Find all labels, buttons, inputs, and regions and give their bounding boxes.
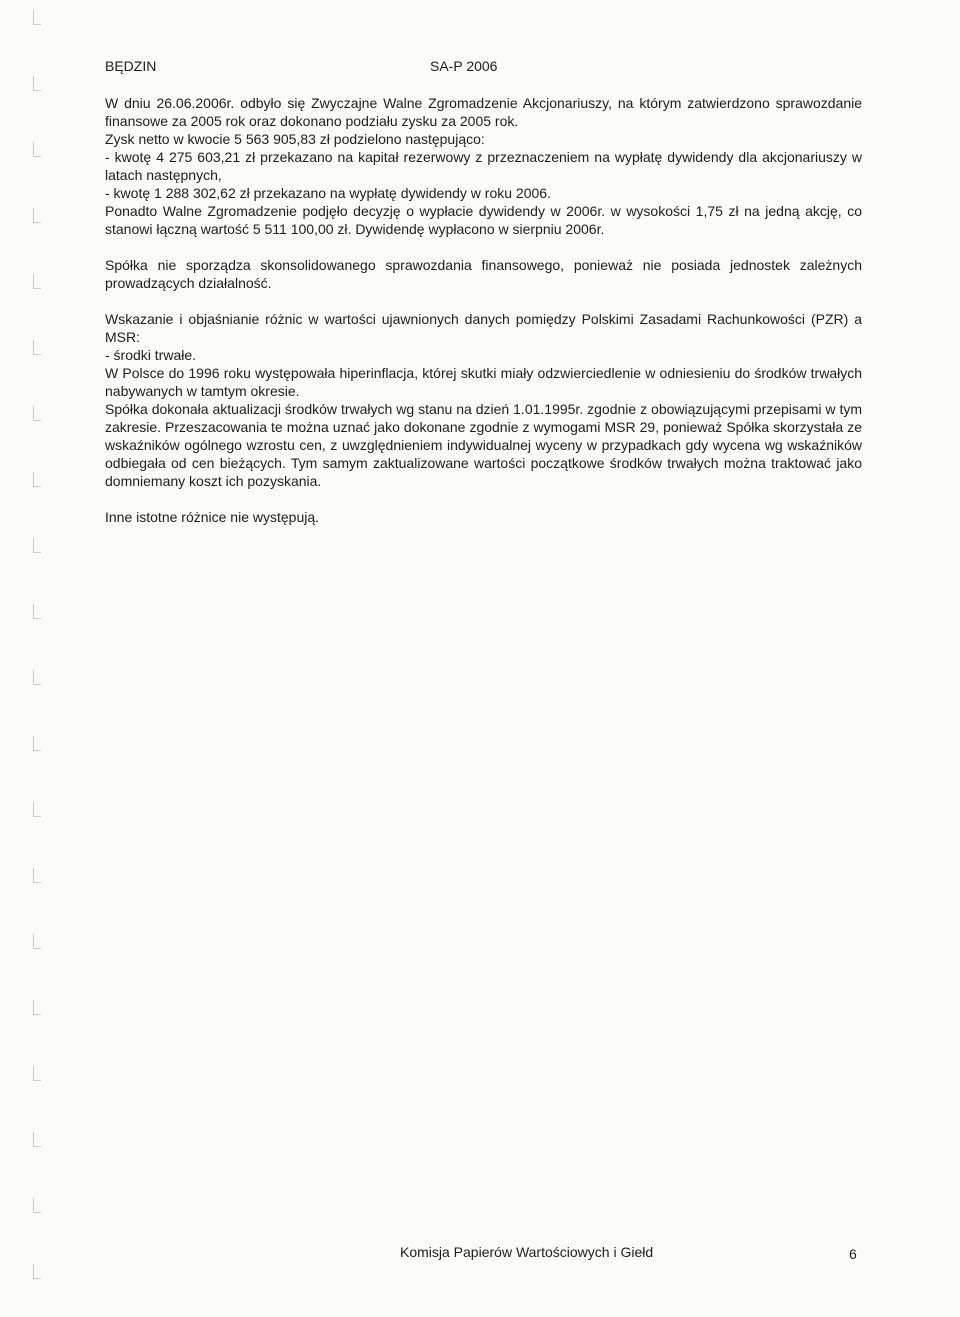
binding-mark bbox=[33, 1132, 41, 1147]
binding-mark bbox=[33, 142, 41, 157]
paragraph-dividend-decision: Ponadto Walne Zgromadzenie podjęło decyzję o wypłacie dywidendy w 2006r. w wysokości 1,75 zł na jedną akcję, co stanowi łączną wartość 5 511 100,00 zł. Dywidendę wypłacono w sierpniu 2006r. bbox=[105, 203, 862, 237]
binding-mark bbox=[33, 274, 41, 289]
binding-mark bbox=[33, 670, 41, 685]
binding-mark bbox=[33, 76, 41, 91]
binding-mark bbox=[33, 1264, 41, 1279]
page-number: 6 bbox=[849, 1246, 857, 1262]
binding-mark bbox=[33, 208, 41, 223]
binding-mark bbox=[33, 736, 41, 751]
footer-commission: Komisja Papierów Wartościowych i Giełd bbox=[400, 1244, 654, 1260]
binding-mark bbox=[33, 1000, 41, 1015]
header-company: BĘDZIN bbox=[105, 58, 157, 74]
page-footer bbox=[105, 1244, 862, 1264]
paragraph-reserve-capital: - kwotę 4 275 603,21 zł przekazano na kapitał rezerwowy z przeznaczeniem na wypłatę dywidendy dla akcjonariuszy w latach następnych, bbox=[105, 149, 862, 183]
document-body bbox=[105, 94, 862, 526]
paragraph-other-differences: Inne istotne różnice nie występują. bbox=[105, 509, 320, 525]
binding-marks bbox=[0, 0, 60, 1317]
paragraph-profit-split: Zysk netto w kwocie 5 563 905,83 zł podzielono następująco: bbox=[105, 131, 485, 147]
paragraph-pzr-msr: Wskazanie i objaśnianie różnic w wartości ujawnionych danych pomiędzy Polskimi Zasadami Rachunkowości (PZR) a MSR: bbox=[105, 311, 862, 345]
binding-mark bbox=[33, 604, 41, 619]
binding-mark bbox=[33, 802, 41, 817]
page-header bbox=[105, 58, 865, 78]
paragraph-agm: W dniu 26.06.2006r. odbyło się Zwyczajne Walne Zgromadzenie Akcjonariuszy, na którym zatwierdzono sprawozdanie finansowe za 2005 rok oraz dokonano podziału zysku za 2005 rok. bbox=[105, 95, 862, 129]
paragraph-consolidation: Spółka nie sporządza skonsolidowanego sprawozdania finansowego, ponieważ nie posiada jednostek zależnych prowadzących działalność. bbox=[105, 257, 862, 291]
paragraph-fixed-assets: - środki trwałe. bbox=[105, 347, 197, 363]
binding-mark bbox=[33, 472, 41, 487]
binding-mark bbox=[33, 934, 41, 949]
binding-mark bbox=[33, 1198, 41, 1213]
paragraph-hyperinflation: W Polsce do 1996 roku występowała hiperinflacja, której skutki miały odzwierciedlenie w odniesieniu do środków trwałych nabywanych w tamtym okresie. bbox=[105, 365, 862, 399]
paragraph-revaluation: Spółka dokonała aktualizacji środków trwałych wg stanu na dzień 1.01.1995r. zgodnie z obowiązującymi przepisami w tym zakresie. Przeszacowania te można uznać jako dokonane zgodnie z wymogami MSR 29, ponieważ Spółka skorzystała ze wskaźników ogólnego wzrostu cen, z uwzględnieniem indywidualnej wyceny w przypadkach gdy wycena wg wskaźników odbiegała od cen bieżących. Tym samym zaktualizowane wartości początkowe środków trwałych można traktować jako domniemany koszt ich pozyskania. bbox=[105, 401, 862, 489]
binding-mark bbox=[33, 868, 41, 883]
binding-mark bbox=[33, 340, 41, 355]
binding-mark bbox=[33, 10, 41, 25]
binding-mark bbox=[33, 538, 41, 553]
paragraph-dividend-2006: - kwotę 1 288 302,62 zł przekazano na wypłatę dywidendy w roku 2006. bbox=[105, 185, 551, 201]
binding-mark bbox=[33, 406, 41, 421]
header-report-code: SA-P 2006 bbox=[430, 58, 498, 74]
binding-mark bbox=[33, 1066, 41, 1081]
